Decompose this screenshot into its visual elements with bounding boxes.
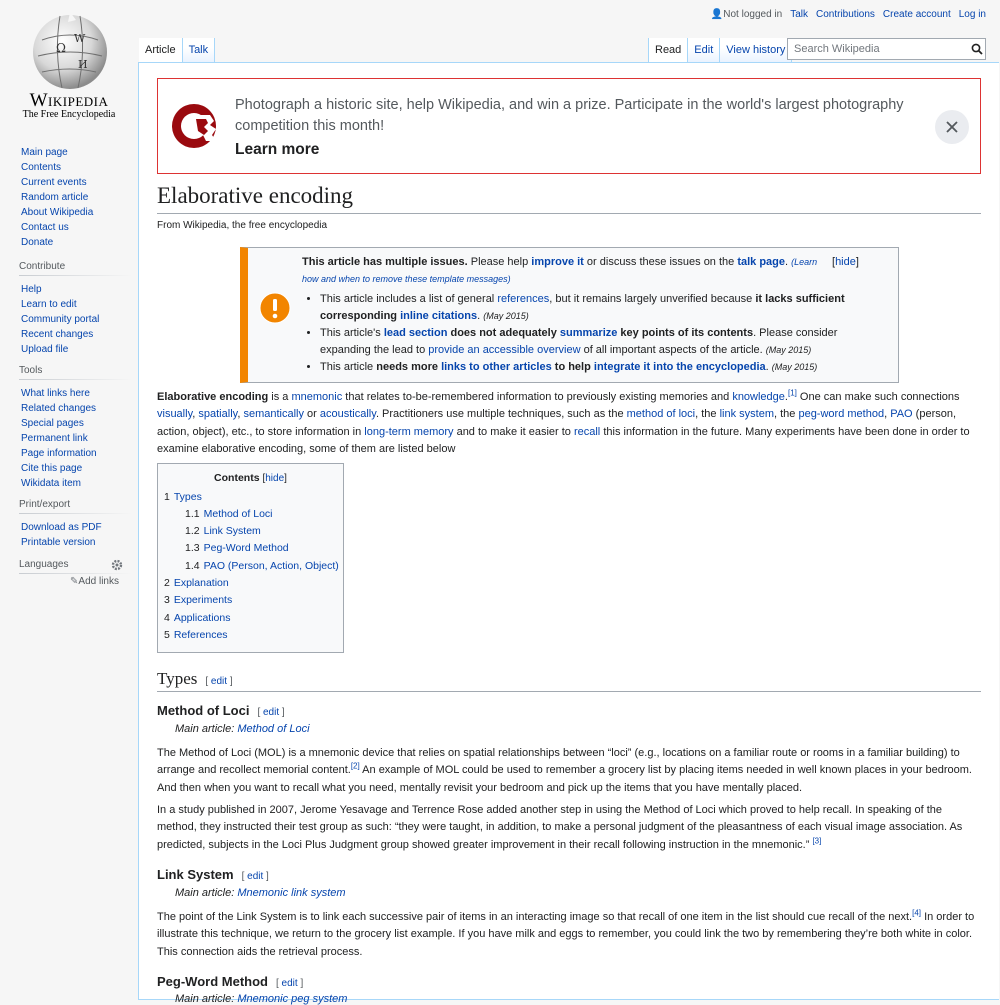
wiki-loves-monuments-icon — [170, 99, 224, 153]
ref-link[interactable]: [4] — [912, 908, 922, 918]
sidebar-item-cite-this-page[interactable] — [21, 461, 131, 476]
sidebar-item-special-pages[interactable] — [21, 416, 131, 431]
text: In a study published in 2007, Jerome Yesavage and Terrence Rose added another step in using the Method of Loci which proved to help recall. In speaking of the method, they instructed their test group as such: “they were taught, in addition, to make a personal judgment of the pleasantness of each visual image association. As predicted, subjects in the Loci Plus Judgment group showed greater improvement in their recall following instruction in the mnemonic.” — [157, 804, 963, 851]
toc-link[interactable]: Peg-Word Method — [203, 542, 289, 554]
edit-link[interactable]: edit — [210, 676, 228, 687]
section-heading-link-system — [157, 867, 269, 882]
edit-link[interactable]: edit — [263, 707, 280, 718]
ref-link[interactable]: [3] — [812, 835, 822, 845]
toc-num: 3 — [164, 594, 170, 606]
sidebar-item-main-page[interactable] — [21, 145, 131, 160]
tab-edit[interactable]: Edit — [687, 38, 719, 62]
date: (May 2015) — [771, 362, 818, 372]
text: The Method of Loci (MOL) is a mnemonic device that relies on spatial relationships between “loci” (e.g., locations on a familiar route or rooms in a familiar building) to arrange and recollect memorial content. — [157, 747, 960, 777]
toc-item[interactable] — [164, 629, 228, 641]
sidebar-print-export — [21, 499, 131, 550]
peg-word-link[interactable]: peg-word method — [798, 408, 885, 421]
portal-heading: Contribute — [19, 261, 131, 276]
toc-num: 1.1 — [185, 508, 200, 520]
sidebar-item-contact[interactable] — [21, 220, 131, 235]
sidebar-link[interactable]: Contents — [21, 162, 62, 173]
edit-section[interactable]: [ edit ] — [257, 707, 285, 718]
hatnote-label: Main article: — [175, 887, 238, 899]
sidebar-contribute — [21, 261, 131, 357]
edit-link[interactable]: edit — [281, 978, 298, 989]
list-item — [320, 359, 850, 376]
sidebar-link[interactable]: About Wikipedia — [21, 207, 94, 218]
edit-section[interactable]: [ edit ] — [241, 871, 269, 882]
text: This article — [320, 361, 377, 373]
text: Please help — [467, 256, 532, 268]
improve-link[interactable]: improve it — [531, 256, 584, 268]
ref-link[interactable]: [1] — [787, 388, 797, 398]
text: of all important aspects of the article. — [580, 344, 766, 356]
text: . — [785, 256, 792, 268]
sidebar-link[interactable]: Related changes — [21, 403, 97, 414]
wordmark: Wikipedia — [29, 90, 109, 111]
toc-link[interactable]: Link System — [203, 525, 261, 537]
list-item — [320, 325, 850, 359]
text: does not adequately — [447, 327, 560, 339]
not-logged-in — [711, 9, 782, 20]
toc-item[interactable] — [185, 508, 273, 520]
contributions-link[interactable]: Contributions — [816, 9, 875, 20]
exclamation-icon — [259, 292, 291, 324]
text: is a — [268, 391, 292, 403]
sidebar-link[interactable]: Recent changes — [21, 329, 94, 340]
site-notice-banner — [157, 78, 981, 174]
toc-link[interactable]: References — [173, 629, 228, 641]
heading-text: Peg-Word Method — [157, 974, 268, 989]
namespace-tabs — [139, 38, 215, 62]
summarize-link[interactable]: summarize — [559, 327, 618, 339]
search-icon[interactable] — [971, 43, 983, 55]
section-heading-peg-word — [157, 974, 303, 989]
sidebar-item-permanent-link[interactable] — [21, 431, 131, 446]
sidebar-link[interactable]: Current events — [21, 177, 87, 188]
table-of-contents — [157, 463, 344, 653]
sidebar-item-community-portal[interactable] — [21, 312, 131, 327]
text: and to make it easier to — [453, 425, 574, 438]
toc-title: Contents — [214, 472, 260, 484]
tab-article[interactable]: Article — [139, 38, 182, 62]
toc-link[interactable]: Experiments — [173, 594, 233, 606]
ambox-header — [302, 254, 832, 288]
visually-link[interactable]: visually — [157, 408, 193, 421]
text: key points of its contents — [617, 327, 754, 339]
sidebar-link[interactable]: Main page — [21, 147, 68, 158]
toc-item[interactable] — [164, 491, 202, 503]
text: In order to illustrate this technique, we return to the grocery list example. If you have milk and eggs to remember, you could link the two by remembering they’re both white in color. This connection aids the retrieval process. — [157, 911, 975, 958]
ambox-title: This article has multiple issues. — [302, 256, 468, 268]
text: One can make such connections — [796, 391, 960, 403]
text: that relates to-be-remembered information to previously existing memories and — [342, 391, 733, 403]
text: needs more — [376, 361, 442, 373]
sidebar-link[interactable]: Special pages — [21, 418, 84, 429]
semantically-link[interactable]: semantically — [243, 408, 304, 421]
add-links[interactable] — [21, 576, 131, 587]
sidebar-languages — [21, 559, 131, 587]
toc-link[interactable]: Applications — [173, 612, 231, 624]
recall-link[interactable]: recall — [573, 425, 601, 438]
heading-text: Link System — [157, 867, 234, 882]
page-title: Elaborative encoding — [157, 183, 981, 214]
sidebar-link[interactable]: Random article — [21, 192, 89, 203]
text: An example of MOL could be used to remember a grocery list by placing items needed in well known places in your bedroom. And then when you want to recall what you need, mentally revisit your bedroom and pick up the items that you have mentally placed. — [157, 764, 972, 794]
sidebar-navigation — [21, 145, 131, 250]
sidebar-item-download-pdf[interactable] — [21, 520, 131, 535]
sidebar-item-donate[interactable] — [21, 235, 131, 250]
sidebar-item-wikidata-item[interactable] — [21, 476, 131, 491]
link-system-link[interactable]: link system — [719, 408, 774, 421]
text: , — [192, 408, 199, 421]
paragraph — [157, 802, 983, 854]
sidebar-link[interactable]: Printable version — [21, 537, 96, 548]
user-icon: 👤 — [710, 9, 724, 20]
heading-text: Method of Loci — [157, 703, 250, 718]
text: , but it remains largely unverified because — [549, 293, 756, 305]
sidebar-link[interactable]: What links here — [21, 388, 90, 399]
talk-link[interactable]: Talk — [790, 9, 808, 20]
toc-item[interactable] — [164, 612, 230, 624]
sidebar-item-learn-to-edit[interactable] — [21, 297, 131, 312]
sidebar-item-current-events[interactable] — [21, 175, 131, 190]
banner-learn-more[interactable]: Learn more — [235, 141, 320, 158]
text: , — [237, 408, 244, 421]
sidebar-item-contents[interactable] — [21, 160, 131, 175]
tab-talk[interactable]: Talk — [182, 38, 216, 62]
toc-item[interactable] — [164, 594, 232, 606]
toc-item[interactable] — [185, 560, 339, 572]
sidebar-link[interactable]: Upload file — [21, 344, 69, 355]
sidebar-link[interactable]: Permanent link — [21, 433, 88, 444]
add-links-label[interactable]: Add links — [78, 576, 119, 587]
view-tabs — [648, 38, 792, 62]
text: or — [303, 408, 320, 421]
section-heading-types — [157, 669, 981, 692]
text: . Please consider expanding the lead to — [320, 327, 838, 356]
pao-link[interactable]: PAO — [890, 408, 913, 421]
text: to help — [551, 361, 594, 373]
personal-tools — [711, 9, 986, 20]
long-term-memory-link[interactable]: long-term memory — [364, 425, 454, 438]
paragraph — [157, 909, 983, 961]
sidebar-item-about[interactable] — [21, 205, 131, 220]
site-sub: From Wikipedia, the free encyclopedia — [157, 220, 328, 231]
text: The point of the Link System is to link each successive pair of items in an interacting image so that recall of one item in the list should cue recall of the next. — [157, 911, 913, 923]
hatnote — [175, 887, 346, 899]
text: . — [784, 391, 788, 403]
toc-link[interactable]: Method of Loci — [203, 508, 273, 520]
sidebar-item-printable-version[interactable] — [21, 535, 131, 550]
languages-heading: Languages — [19, 559, 69, 570]
date: (May 2015) — [765, 345, 812, 355]
toc-num: 1.4 — [185, 560, 200, 572]
ref-link[interactable]: [2] — [350, 761, 360, 771]
portal-heading: Tools — [19, 365, 131, 380]
hatnote — [175, 993, 347, 1005]
text: , the — [695, 408, 720, 421]
learn-link[interactable]: (Learn how and when to remove these template messages) — [302, 257, 818, 284]
text: it lacks sufficient corresponding — [320, 293, 845, 322]
hatnote-label: Main article: — [175, 993, 238, 1005]
list-item — [320, 291, 850, 325]
ambox-hide-toggle[interactable]: [hide] — [832, 256, 859, 268]
hatnote — [175, 723, 310, 735]
references-link[interactable]: references — [497, 293, 550, 305]
puzzle-globe-icon — [30, 12, 110, 92]
text: , — [884, 408, 891, 421]
sidebar-item-recent-changes[interactable] — [21, 327, 131, 342]
text: this information in the future. Many experiments have been done in order to examine elaborative encoding, some of them are listed below — [157, 425, 970, 455]
wikipedia-logo[interactable] — [0, 0, 138, 130]
text: Elaborative encoding — [157, 391, 269, 403]
sidebar-link[interactable]: Page information — [21, 448, 97, 459]
toc-num: 5 — [164, 629, 170, 641]
portal-heading: Print/export — [19, 499, 131, 514]
sidebar-tools — [21, 365, 131, 491]
svg-text:Ω: Ω — [56, 41, 66, 55]
text: This article includes a list of general — [320, 293, 498, 305]
tab-view-history[interactable]: View history — [719, 38, 792, 62]
sidebar-item-page-information[interactable] — [21, 446, 131, 461]
hide-link[interactable]: hide — [835, 256, 856, 268]
sidebar-link[interactable]: Donate — [21, 237, 54, 248]
talk-page-link[interactable]: talk page — [737, 256, 786, 268]
toc-item[interactable] — [164, 577, 229, 589]
portal-heading — [19, 559, 131, 574]
toc-num: 4 — [164, 612, 170, 624]
toc-item[interactable] — [185, 525, 261, 537]
toc-num: 1.3 — [185, 542, 200, 554]
toc-hide-link[interactable]: hide — [265, 473, 285, 484]
main-article-link[interactable]: Method of Loci — [237, 723, 310, 735]
mnemonic-link[interactable]: mnemonic — [291, 391, 343, 403]
login-link[interactable]: Log in — [958, 9, 986, 20]
toc-header: Contents [hide] — [214, 472, 287, 484]
sidebar-item-related-changes[interactable] — [21, 401, 131, 416]
hatnote-label: Main article: — [175, 723, 238, 735]
sidebar-link[interactable]: Download as PDF — [21, 522, 102, 533]
sidebar-item-help[interactable] — [21, 282, 131, 297]
text: This article's — [320, 327, 384, 339]
toc-num: 1 — [164, 491, 170, 503]
edit-section[interactable]: [ edit ] — [205, 676, 233, 687]
sidebar-item-upload-file[interactable] — [21, 342, 131, 357]
toc-item[interactable] — [185, 542, 289, 554]
intro-paragraph — [157, 389, 983, 458]
edit-section[interactable]: [ edit ] — [275, 978, 304, 989]
heading-text: Types — [157, 669, 198, 688]
edit-link[interactable]: edit — [247, 871, 264, 882]
main-article-link[interactable]: Mnemonic peg system — [237, 993, 348, 1005]
sidebar-link[interactable]: Help — [21, 284, 42, 295]
close-icon — [935, 110, 969, 144]
text: . — [765, 361, 772, 373]
section-heading-method-of-loci — [157, 703, 285, 718]
sidebar-link[interactable]: Community portal — [21, 314, 100, 325]
tagline: The Free Encyclopedia — [22, 109, 116, 120]
issues-list — [302, 291, 850, 376]
text: or discuss these issues on the — [583, 256, 738, 268]
acoustically-link[interactable]: acoustically — [319, 408, 376, 421]
multiple-issues-box — [240, 247, 899, 383]
spatially-link[interactable]: spatially — [198, 408, 238, 421]
toc-link[interactable]: Explanation — [173, 577, 229, 589]
sidebar-link[interactable]: Wikidata item — [21, 478, 82, 489]
overview-link[interactable]: provide an accessible overview — [428, 344, 581, 356]
sidebar-link[interactable]: Cite this page — [21, 463, 83, 474]
inline-citations-link[interactable]: inline citations — [400, 310, 478, 322]
lead-section-link[interactable]: lead section — [383, 327, 448, 339]
svg-text:W: W — [74, 32, 86, 45]
svg-text:И: И — [78, 58, 88, 71]
banner-text: Photograph a historic site, help Wikipedia, and win a prize. Participate in the world's largest photography competition this month! — [235, 97, 904, 134]
sidebar-link[interactable]: Contact us — [21, 222, 69, 233]
knowledge-link[interactable]: knowledge — [732, 391, 785, 403]
pencil-icon: ✎ — [70, 576, 79, 587]
text: . — [477, 310, 484, 322]
sidebar-item-what-links-here[interactable] — [21, 386, 131, 401]
sidebar-link[interactable]: Learn to edit — [21, 299, 77, 310]
create-account-link[interactable]: Create account — [882, 9, 951, 20]
main-article-link[interactable]: Mnemonic link system — [237, 887, 346, 899]
banner-close-button[interactable] — [935, 110, 969, 144]
tab-read[interactable]: Read — [648, 38, 687, 62]
text: (person, action, object), etc., to store information in — [157, 408, 957, 438]
text: . Practitioners use multiple techniques, such as the — [375, 408, 627, 421]
toc-link[interactable]: PAO (Person, Action, Object) — [203, 560, 339, 572]
date: (May 2015) — [483, 311, 529, 321]
search-input[interactable]: Search Wikipedia — [787, 38, 986, 60]
not-logged-label: Not logged in — [723, 9, 783, 20]
integrate-link[interactable]: integrate it into the encyclopedia — [593, 361, 766, 373]
paragraph — [157, 745, 983, 797]
links-link[interactable]: links to other articles — [441, 361, 552, 373]
toc-num: 2 — [164, 577, 170, 589]
method-of-loci-link[interactable]: method of loci — [626, 408, 696, 421]
gear-icon[interactable] — [111, 559, 123, 571]
sidebar-item-random-article[interactable] — [21, 190, 131, 205]
toc-num: 1.2 — [185, 525, 200, 537]
toc-link[interactable]: Types — [173, 491, 202, 503]
text: , the — [773, 408, 799, 421]
